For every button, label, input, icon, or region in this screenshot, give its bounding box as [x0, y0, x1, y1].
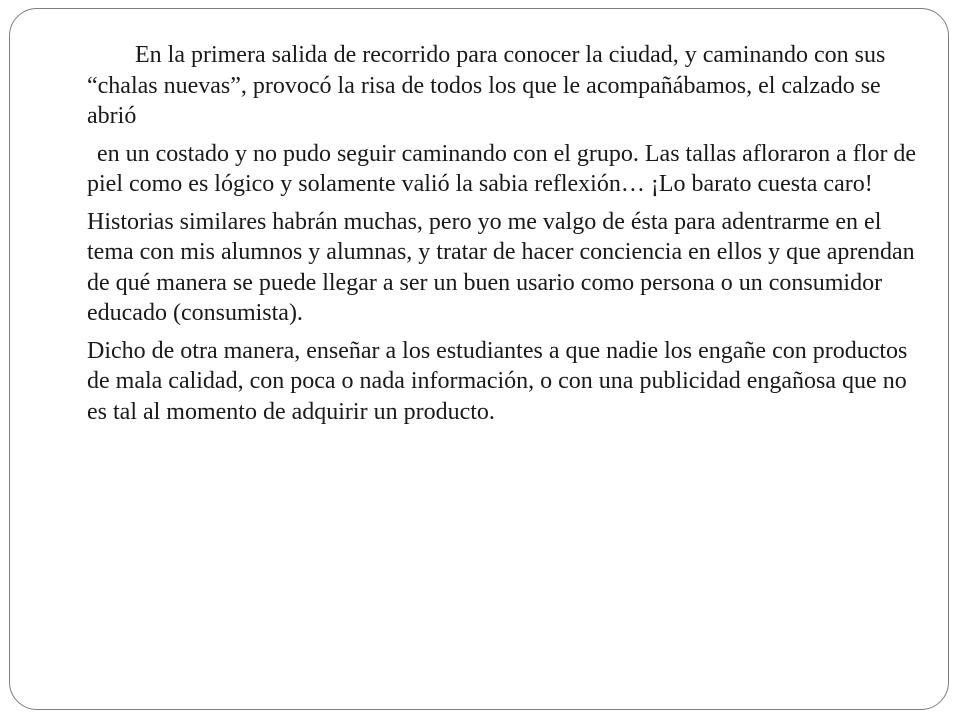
slide-body	[87, 40, 917, 434]
paragraph-conclusion: Dicho de otra manera, enseñar a los estudiantes a que nadie los engañe con productos de mala calidad, con poca o nada información, o con una publicidad engañosa que no es tal al momento de adquirir un producto.	[87, 337, 908, 425]
paragraph-continuation: en un costado y no pudo seguir caminando con el grupo. Las tallas afloraron a flor de piel como es lógico y solamente valió la sabia reflexión… ¡Lo barato cuesta caro!	[87, 140, 917, 197]
paragraph-intro: En la primera salida de recorrido para conocer la ciudad, y caminando con sus “chalas nuevas”, provocó la risa de todos los que le acompañábamos, el calzado se abrió	[87, 42, 886, 129]
paragraph-similar-stories: Historias similares habrán muchas, pero yo me valgo de ésta para adentrarme en el tema con mis alumnos y alumnas, y tratar de hacer conciencia en ellos y que aprendan de qué manera se puede llegar a ser un buen usario como persona o un consumidor educado (consumista).	[87, 208, 915, 326]
